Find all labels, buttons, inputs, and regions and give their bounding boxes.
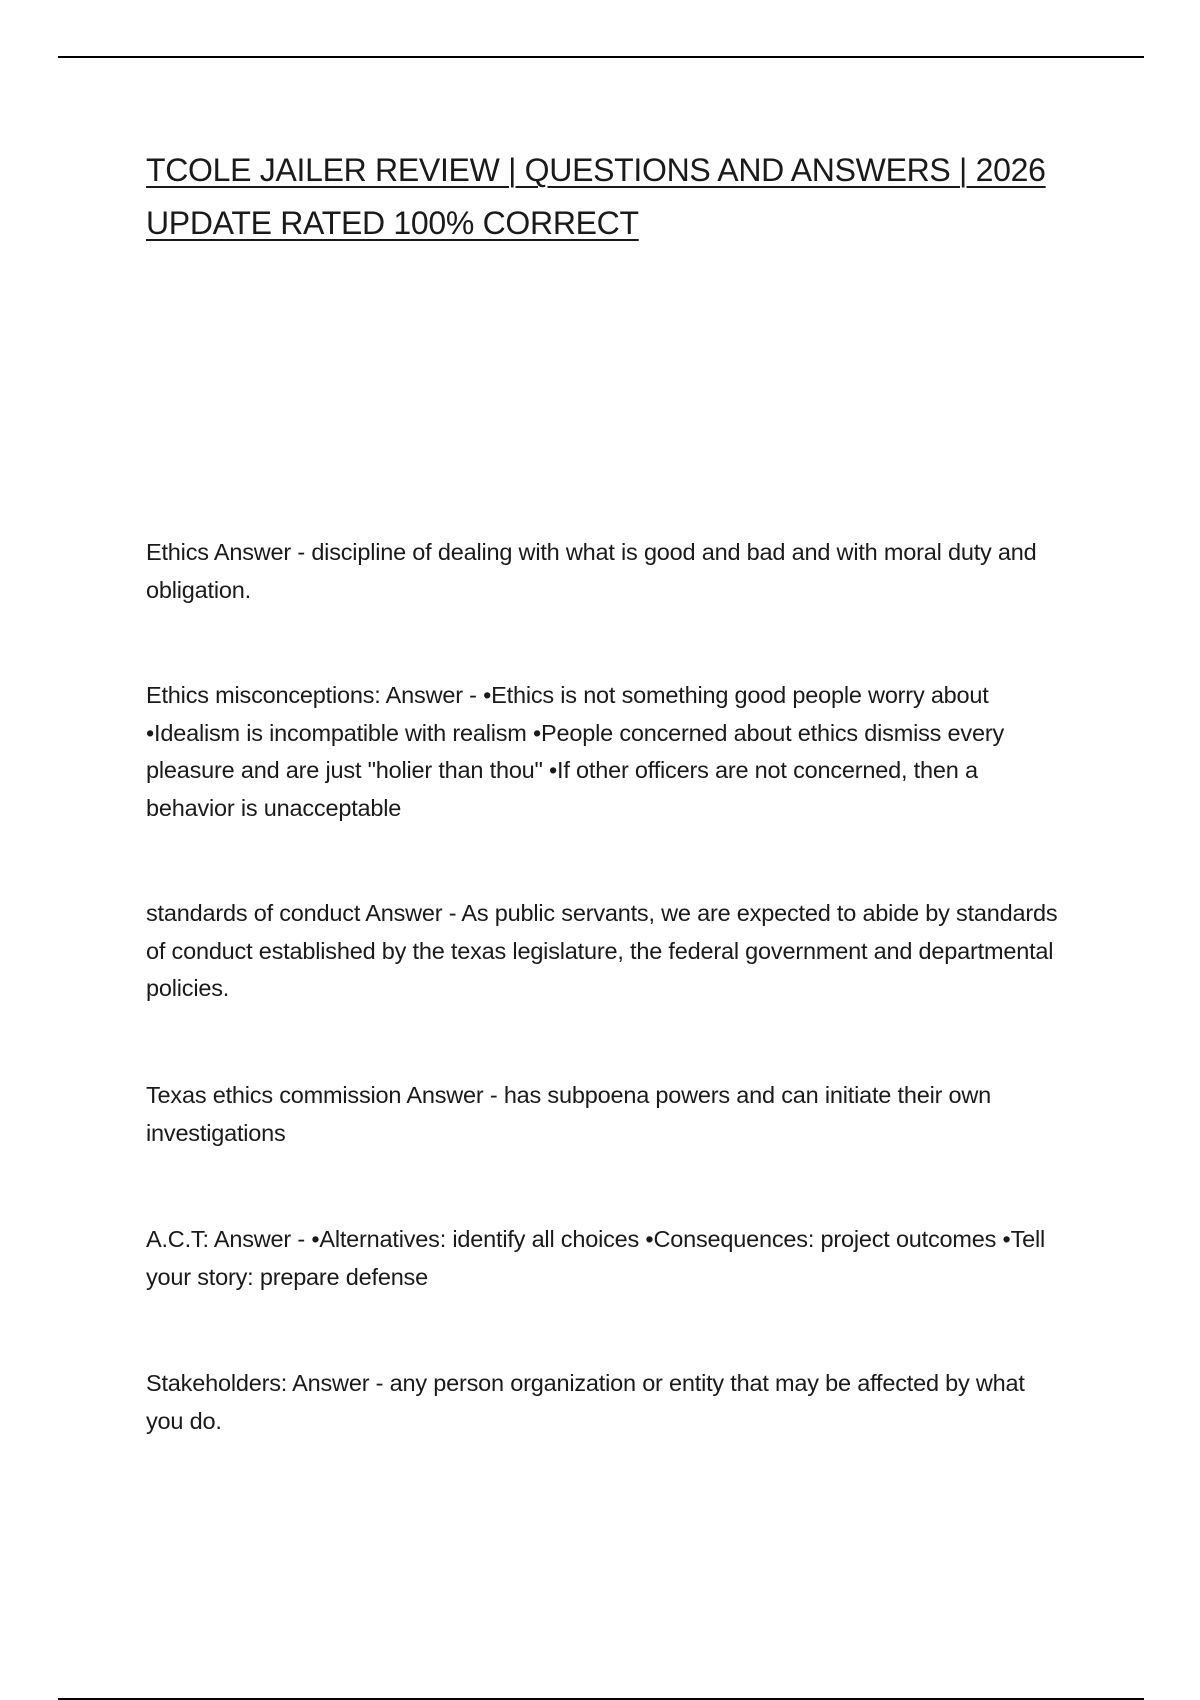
qa-definition: •Alternatives: identify all choices •Consequences: project outcomes •Tell your story: prepare defense [146, 1226, 1052, 1290]
qa-answer-label: Answer [292, 1370, 370, 1396]
qa-answer-label: Answer [213, 1226, 292, 1252]
qa-term: Ethics [146, 539, 209, 565]
qa-definition: has subpoena powers and can initiate their own investigations [146, 1082, 998, 1146]
qa-term: Texas ethics commission [146, 1082, 402, 1108]
qa-item: Stakeholders: Answer - any person organization or entity that may be affected by what you do. [146, 1370, 1032, 1434]
qa-answer-label: Answer [365, 900, 443, 926]
qa-item: Ethics misconceptions: Answer - •Ethics is not something good people worry about •Idealism is incompatible with realism •People concerned about ethics dismiss every pleasure and are just "holier than thou" •If other officers are not concerned, then a behavior is unacceptable [146, 682, 1011, 821]
qa-definition: discipline of dealing with what is good and bad and with moral duty and obligation. [146, 539, 1043, 603]
document-title: TCOLE JAILER REVIEW | QUESTIONS AND ANSWERS | 2026 UPDATE RATED 100% CORRECT [146, 152, 1046, 241]
qa-item: A.C.T: Answer - •Alternatives: identify all choices •Consequences: project outcomes •Tell your story: prepare defense [146, 1226, 1052, 1290]
qa-term: Ethics misconceptions: [146, 682, 381, 708]
qa-term: standards of conduct [146, 900, 361, 926]
qa-answer-label: Answer [406, 1082, 484, 1108]
qa-term: A.C.T: [146, 1226, 209, 1252]
qa-definition: As public servants, we are expected to abide by standards of conduct established by the texas legislature, the federal government and departmental policies. [146, 900, 1064, 1001]
qa-definition: •Ethics is not something good people worry about •Idealism is incompatible with realism •People concerned about ethics dismiss every pleasure and are just "holier than thou" •If other officers are not concerned, then a behavior is unacceptable [146, 682, 1011, 821]
qa-definition: any person organization or entity that may be affected by what you do. [146, 1370, 1032, 1434]
qa-item: Ethics Answer - discipline of dealing with what is good and bad and with moral duty and obligation. [146, 539, 1043, 603]
qa-item: standards of conduct Answer - As public servants, we are expected to abide by standards of conduct established by the texas legislature, the federal government and departmental policies. [146, 900, 1064, 1001]
qa-answer-label: Answer [213, 539, 292, 565]
qa-term: Stakeholders: [146, 1370, 288, 1396]
qa-item: Texas ethics commission Answer - has subpoena powers and can initiate their own investigations [146, 1082, 998, 1146]
qa-answer-label: Answer [385, 682, 463, 708]
header-rule [58, 56, 1144, 58]
